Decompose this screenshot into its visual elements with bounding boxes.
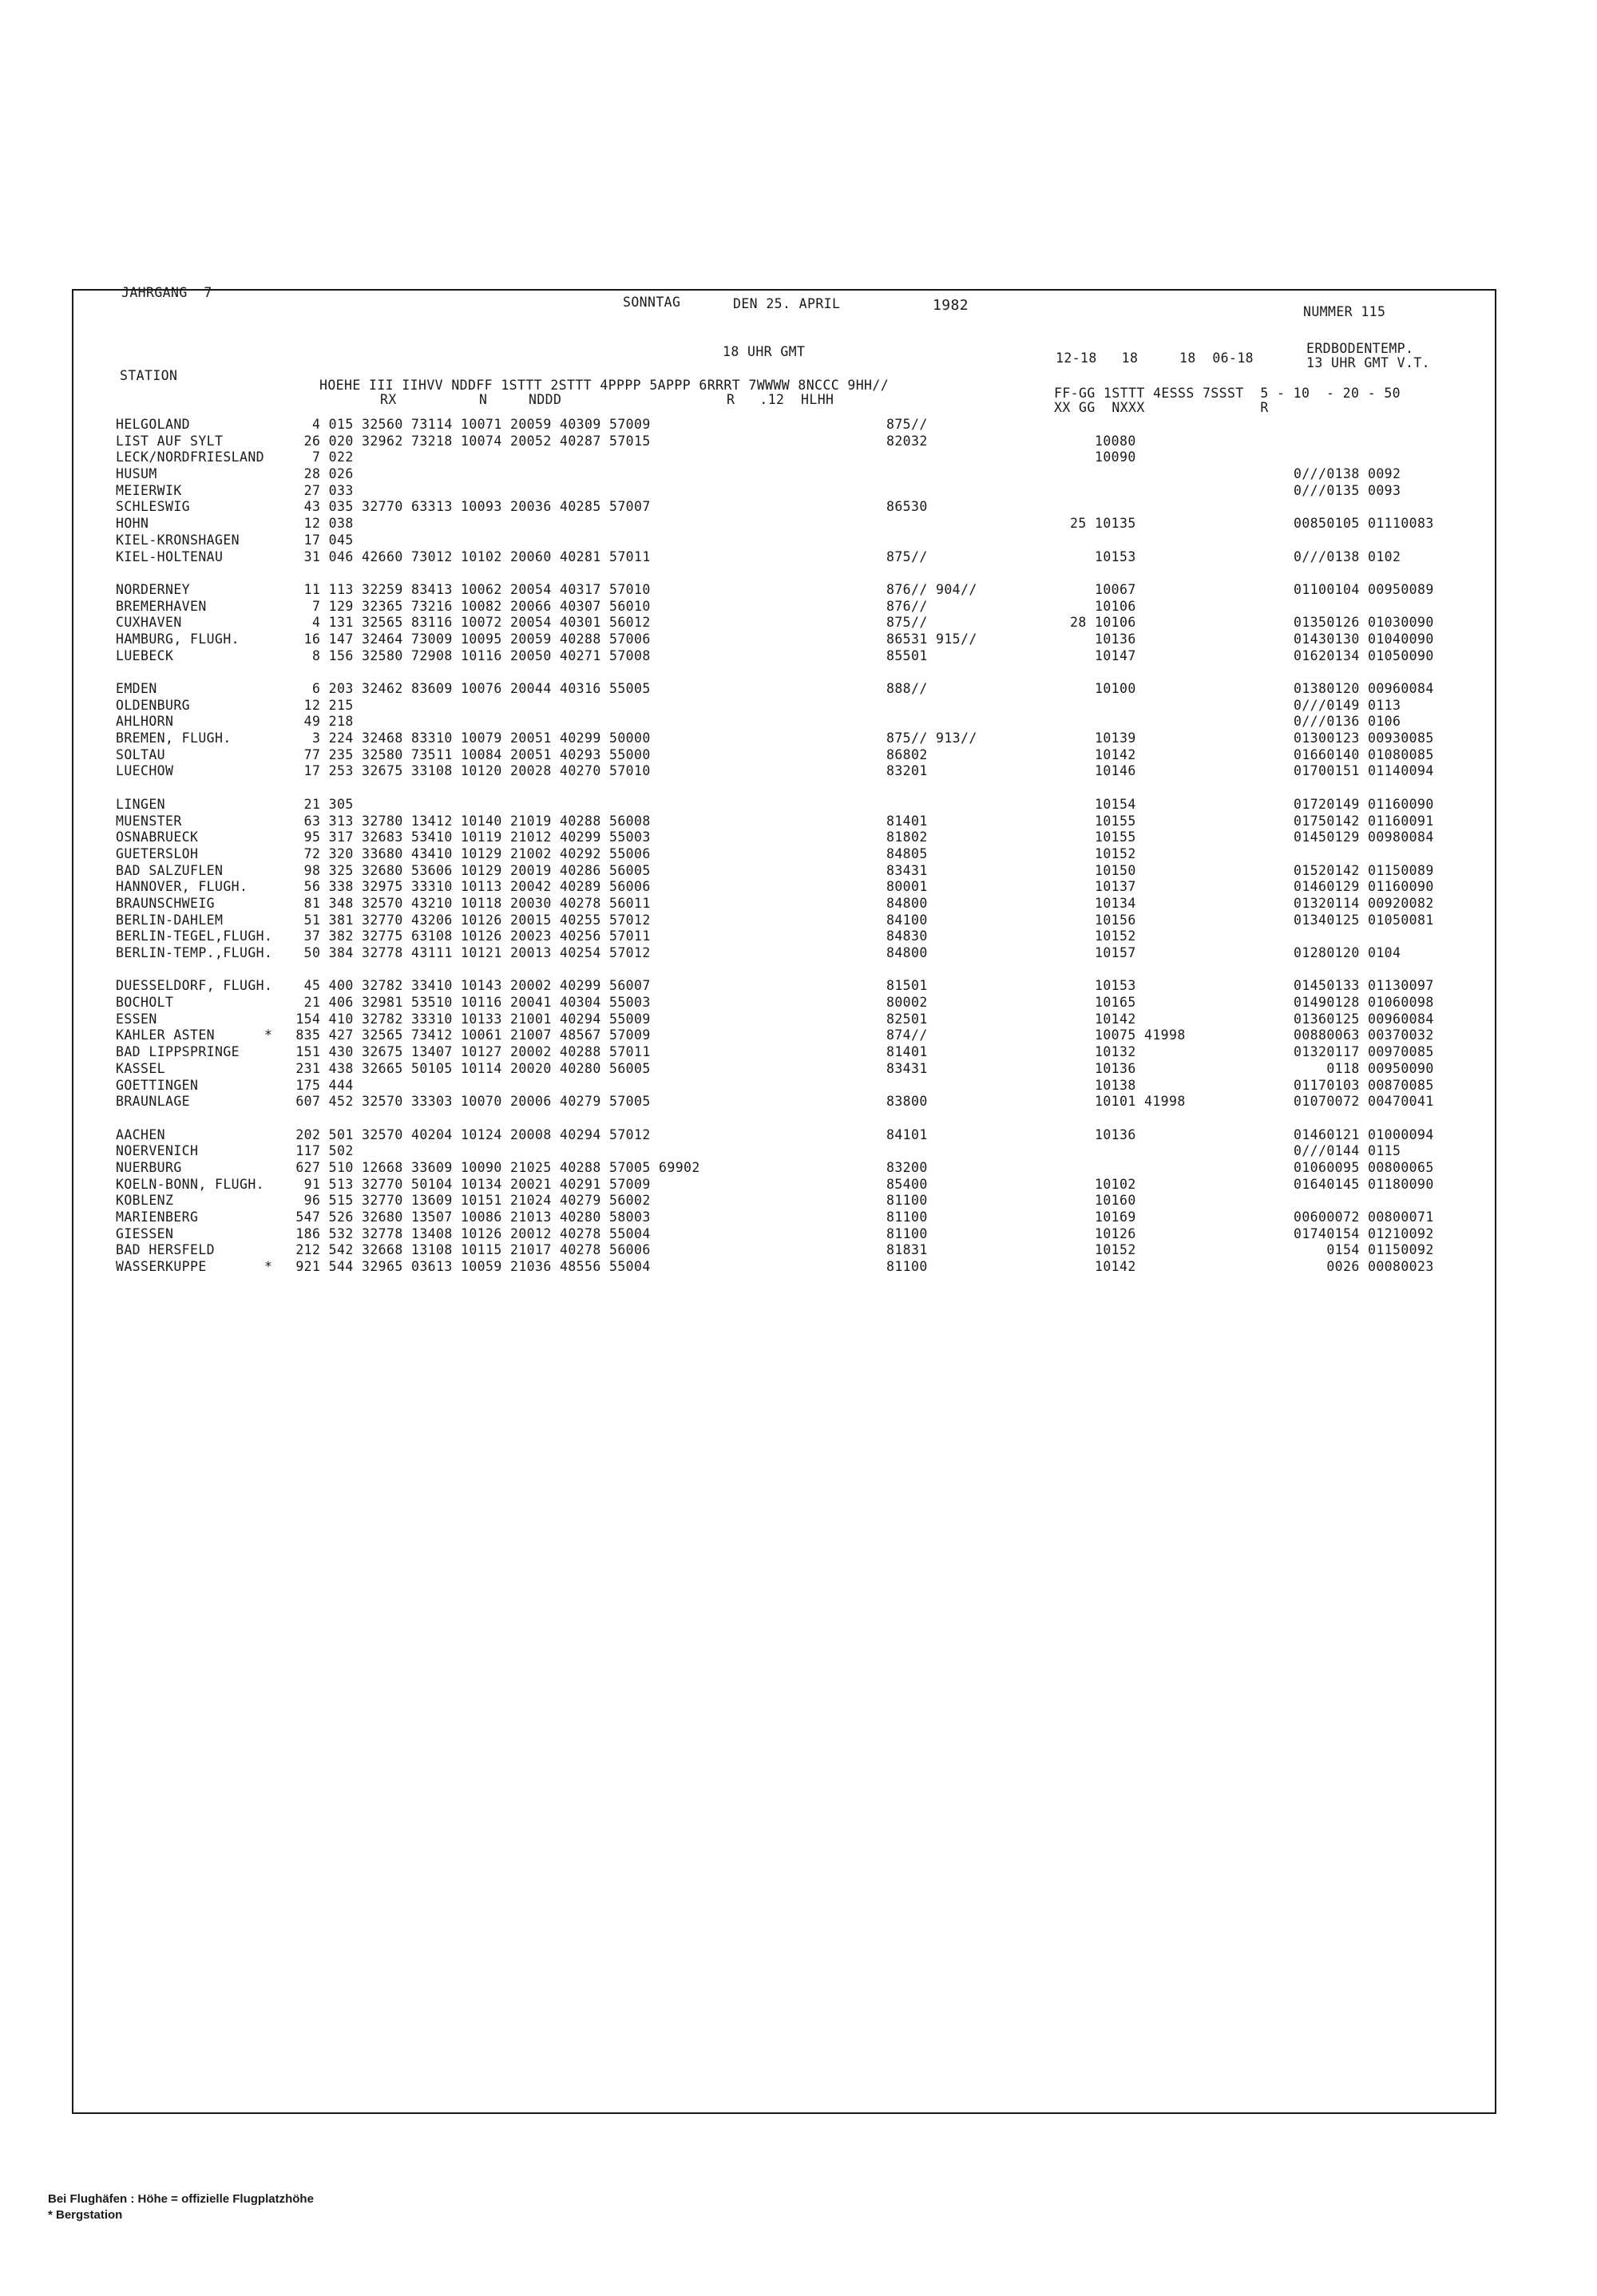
station-name: BERLIN-DAHLEM — [116, 912, 224, 928]
cloud-data: 876// 904// — [886, 581, 977, 597]
cloud-data: 875// — [886, 615, 928, 631]
soiltemp-data: 01450133 01130097 — [1294, 978, 1434, 994]
cloud-data: 85400 — [886, 1176, 928, 1192]
station-data: 50 384 32778 43111 10121 20013 40254 57012 — [287, 945, 651, 960]
extremes-data — [1070, 532, 1186, 549]
cloud-data — [886, 532, 977, 549]
extremes-data — [1070, 714, 1186, 730]
station-name: HANNOVER, FLUGH. — [116, 879, 248, 895]
extremes-data: 10106 — [1070, 598, 1136, 614]
extremes-data: 10142 — [1070, 1011, 1136, 1027]
station-name: KOBLENZ — [116, 1193, 174, 1209]
soiltemp-data: 01280120 0104 — [1294, 945, 1401, 960]
station-name: EMDEN — [116, 681, 157, 696]
station-data: 4 131 32565 83116 10072 20054 40301 56012 — [287, 615, 651, 631]
station-name: GIESSEN — [116, 1225, 174, 1241]
cloud-data: 80002 — [886, 995, 928, 1011]
group-gap — [1294, 962, 1434, 979]
cloud-data — [886, 698, 977, 715]
data-column — [287, 417, 700, 1276]
cloud-data: 84101 — [886, 1126, 928, 1142]
cloud-data: 84830 — [886, 928, 928, 944]
extremes-data — [1070, 698, 1186, 715]
station-data: 154 410 32782 33310 10133 21001 40294 55009 — [287, 1011, 651, 1027]
station-data: 77 235 32580 73511 10084 20051 40293 55000 — [287, 746, 651, 762]
group-gap — [886, 962, 977, 979]
station-name: LIST AUF SYLT — [116, 433, 224, 449]
soiltemp-data — [1294, 846, 1434, 863]
date-label: DEN 25. APRIL — [733, 296, 841, 311]
group-gap — [1294, 664, 1434, 681]
cloud-data: 875// 913// — [886, 730, 977, 746]
cloud-data: 876// — [886, 598, 928, 614]
station-name: BOCHOLT — [116, 995, 174, 1011]
soiltemp-data: 01380120 00960084 — [1294, 681, 1434, 696]
extremes-data: 10155 — [1070, 813, 1136, 829]
soiltemp-data: 0///0138 0092 — [1294, 466, 1401, 482]
extremes-data: 10136 — [1070, 1126, 1136, 1142]
extremes-data: 10138 — [1070, 1077, 1136, 1093]
extremes-data — [1070, 466, 1186, 483]
station-data: 63 313 32780 13412 10140 21019 40288 56008 — [287, 813, 651, 829]
station-name: HOHN — [116, 516, 149, 532]
group-gap — [287, 780, 700, 797]
station-data: 96 515 32770 13609 10151 21024 40279 56002 — [287, 1193, 651, 1209]
station-data: 45 400 32782 33410 10143 20002 40299 56007 — [287, 978, 651, 994]
cloud-data: 874// — [886, 1027, 928, 1043]
station-data: 6 203 32462 83609 10076 20044 40316 55005 — [287, 681, 651, 696]
station-name: GUETERSLOH — [116, 845, 199, 861]
station-name: BERLIN-TEMP.,FLUGH. — [116, 945, 273, 960]
extremes-data — [1070, 483, 1186, 500]
station-data: 17 045 — [287, 532, 354, 548]
extremes-data: 10154 — [1070, 796, 1136, 812]
station-data: 17 253 32675 33108 10120 20028 40270 57010 — [287, 763, 651, 779]
station-data: 56 338 32975 33310 10113 20042 40289 56006 — [287, 879, 651, 895]
station-name: HUSUM — [116, 466, 157, 482]
group-gap — [116, 780, 272, 797]
cloud-data: 84800 — [886, 895, 928, 911]
group-gap — [886, 565, 977, 582]
soiltemp-data: 01340125 01050081 — [1294, 912, 1434, 928]
extremes-data: 10090 — [1070, 449, 1136, 465]
codes-row2: RX N NDDD R .12 HLHH — [380, 392, 834, 407]
group-gap — [116, 962, 272, 979]
extremes-data: 10067 — [1070, 581, 1136, 597]
group-gap — [1070, 1110, 1186, 1127]
station-name: NOERVENICH — [116, 1143, 199, 1159]
station-data: 95 317 32683 53410 10119 21012 40299 55003 — [287, 829, 651, 845]
station-data: 7 129 32365 73216 10082 20066 40307 56010 — [287, 598, 651, 614]
extremes-column — [1070, 417, 1186, 1276]
station-data: 98 325 32680 53606 10129 20019 40286 56005 — [287, 862, 651, 878]
soiltemp-data: 0///0144 0115 — [1294, 1143, 1401, 1159]
extremes-data: 25 10135 — [1070, 516, 1136, 532]
station-name: SCHLESWIG — [116, 499, 191, 515]
station-name: LUEBECK — [116, 647, 174, 663]
station-data: 607 452 32570 33303 10070 20006 40279 57005 — [287, 1094, 651, 1110]
right-codes-row1: FF-GG 1STTT 4ESSS 7SSST 5 - 10 - 20 - 50 — [1054, 386, 1401, 401]
soiltemp-data — [1294, 928, 1434, 945]
extremes-data: 10153 — [1070, 978, 1136, 994]
station-data: 37 382 32775 63108 10126 20023 40256 57011 — [287, 928, 651, 944]
station-name: GOETTINGEN — [116, 1077, 199, 1093]
soiltemp-data: 00600072 00800071 — [1294, 1209, 1434, 1225]
cloud-data — [886, 516, 977, 532]
cloud-data — [886, 714, 977, 730]
right-times-label: 12-18 18 18 06-18 — [1056, 350, 1254, 366]
soiltemp-data: 01060095 00800065 — [1294, 1159, 1434, 1175]
station-data: 175 444 — [287, 1077, 354, 1093]
cloud-data — [886, 466, 977, 483]
cloud-data: 84800 — [886, 945, 928, 960]
station-data: 11 113 32259 83413 10062 20054 40317 57010 — [287, 581, 651, 597]
soiltemp-data: 01520142 01150089 — [1294, 862, 1434, 878]
group-gap — [1294, 780, 1434, 797]
group-gap — [1294, 1110, 1434, 1127]
soiltemp-data: 01640145 01180090 — [1294, 1176, 1434, 1192]
extremes-data: 10075 41998 — [1070, 1027, 1186, 1043]
extremes-data: 10102 — [1070, 1176, 1136, 1192]
codes-row1: HOEHE III IIHVV NDDFF 1STTT 2STTT 4PPPP 5APPP 6RRRT 7WWWW 8NCCC 9HH// — [319, 378, 890, 393]
station-name: NORDERNEY — [116, 581, 191, 597]
station-data: 31 046 42660 73012 10102 20060 40281 57011 — [287, 548, 651, 564]
station-data: 117 502 — [287, 1143, 354, 1159]
soiltemp-data: 0///0149 0113 — [1294, 697, 1401, 713]
soiltemp-data — [1294, 599, 1434, 616]
station-name: DUESSELDORF, FLUGH. — [116, 978, 273, 994]
group-gap — [886, 664, 977, 681]
cloud-data: 85501 — [886, 647, 928, 663]
extremes-data: 10153 — [1070, 548, 1136, 564]
soiltemp-data: 0026 00080023 — [1294, 1259, 1434, 1275]
station-name: MARIENBERG — [116, 1209, 199, 1225]
cloud-data: 888// — [886, 681, 928, 696]
group-gap — [1070, 664, 1186, 681]
extremes-data — [1070, 417, 1186, 433]
cloud-data: 86802 — [886, 746, 928, 762]
erdboden-label: ERDBODENTEMP. — [1306, 341, 1414, 356]
station-data: 627 510 12668 33609 10090 21025 40288 57005 69902 — [287, 1159, 700, 1175]
cloud-data: 82501 — [886, 1011, 928, 1027]
station-name: KIEL-HOLTENAU — [116, 548, 224, 564]
station-data: 51 381 32770 43206 10126 20015 40255 57012 — [287, 912, 651, 928]
cloud-data: 81401 — [886, 1044, 928, 1060]
extremes-data: 10080 — [1070, 433, 1136, 449]
soiltemp-data: 01070072 00470041 — [1294, 1094, 1434, 1110]
soiltemp-data: 01620134 01050090 — [1294, 647, 1434, 663]
station-data: 231 438 32665 50105 10114 20020 40280 56005 — [287, 1060, 651, 1076]
footnote-mountain: * Bergstation — [48, 2208, 123, 2222]
extremes-data — [1070, 1143, 1186, 1160]
soiltemp-data: 0118 00950090 — [1294, 1060, 1434, 1076]
station-name: OLDENBURG — [116, 697, 191, 713]
group-gap — [1070, 780, 1186, 797]
soiltemp-data — [1294, 532, 1434, 549]
soiltemp-data: 01360125 00960084 — [1294, 1011, 1434, 1027]
group-gap — [287, 565, 700, 582]
cloud-data: 81501 — [886, 978, 928, 994]
cloud-data: 83431 — [886, 862, 928, 878]
extremes-data: 10136 — [1070, 631, 1136, 647]
cloud-data: 83200 — [886, 1159, 928, 1175]
soiltemp-data: 01460129 01160090 — [1294, 879, 1434, 895]
station-data: 186 532 32778 13408 10126 20012 40278 55004 — [287, 1225, 651, 1241]
cloud-data: 84805 — [886, 845, 928, 861]
station-name: MUENSTER — [116, 813, 182, 829]
station-data: 202 501 32570 40204 10124 20008 40294 57012 — [287, 1126, 651, 1142]
extremes-data: 10146 — [1070, 763, 1136, 779]
soiltemp-data: 0///0136 0106 — [1294, 714, 1401, 730]
cloud-data: 81100 — [886, 1225, 928, 1241]
extremes-data: 10152 — [1070, 1242, 1136, 1258]
group-gap — [116, 565, 272, 582]
station-data: 81 348 32570 43210 10118 20030 40278 56011 — [287, 895, 651, 911]
station-data: 835 427 32565 73412 10061 21007 48567 57009 — [287, 1027, 651, 1043]
soiltemp-column — [1294, 417, 1434, 1276]
soiltemp-data: 00850105 01110083 — [1294, 516, 1434, 532]
station-name: BERLIN-TEGEL,FLUGH. — [116, 928, 273, 944]
station-data: 21 406 32981 53510 10116 20041 40304 55003 — [287, 995, 651, 1011]
extremes-data: 10136 — [1070, 1060, 1136, 1076]
soiltemp-data: 01350126 01030090 — [1294, 615, 1434, 631]
cloud-data: 81802 — [886, 829, 928, 845]
cloud-data: 81100 — [886, 1193, 928, 1209]
group-gap — [886, 780, 977, 797]
group-gap — [116, 1110, 272, 1127]
station-data: 91 513 32770 50104 10134 20021 40291 57009 — [287, 1176, 651, 1192]
cloud-data: 80001 — [886, 879, 928, 895]
cloud-data: 83201 — [886, 763, 928, 779]
station-data: 12 038 — [287, 516, 354, 532]
group-gap — [287, 962, 700, 979]
cloud-data — [886, 1143, 977, 1160]
extremes-data — [1070, 1160, 1186, 1177]
station-data: 26 020 32962 73218 10074 20052 40287 57015 — [287, 433, 651, 449]
station-data: 27 033 — [287, 482, 354, 498]
cloud-data: 875// — [886, 548, 928, 564]
extremes-data — [1070, 499, 1186, 516]
cloud-data: 81100 — [886, 1259, 928, 1275]
station-name: BAD LIPPSPRINGE — [116, 1044, 240, 1060]
soiltemp-data: 01170103 00870085 — [1294, 1077, 1434, 1093]
station-name: AACHEN — [116, 1126, 166, 1142]
extremes-data: 10126 — [1070, 1225, 1136, 1241]
extremes-data: 10142 — [1070, 746, 1136, 762]
soiltemp-data: 0154 01150092 — [1294, 1242, 1434, 1258]
station-data: 547 526 32680 13507 10086 21013 40280 58003 — [287, 1209, 651, 1225]
soiltemp-data: 01700151 01140094 — [1294, 763, 1434, 779]
time-main-label: 18 UHR GMT — [723, 344, 806, 359]
station-data: 12 215 — [287, 697, 354, 713]
station-column — [116, 417, 272, 1276]
station-name: BRAUNSCHWEIG — [116, 895, 216, 911]
group-gap — [1070, 565, 1186, 582]
cloud-data: 82032 — [886, 433, 928, 449]
erdboden-time-label: 13 UHR GMT V.T. — [1306, 355, 1431, 370]
station-data: 72 320 33680 43410 10129 21002 40292 55006 — [287, 845, 651, 861]
soiltemp-data: 01740154 01210092 — [1294, 1225, 1434, 1241]
station-name: BREMERHAVEN — [116, 598, 207, 614]
extremes-data: 10152 — [1070, 928, 1136, 944]
extremes-data: 10160 — [1070, 1193, 1136, 1209]
station-data: 3 224 32468 83310 10079 20051 40299 50000 — [287, 730, 651, 746]
station-name: WASSERKUPPE * — [116, 1259, 273, 1275]
soiltemp-data — [1294, 449, 1434, 466]
extremes-data: 10132 — [1070, 1044, 1136, 1060]
station-name: BAD SALZUFLEN — [116, 862, 224, 878]
station-data: 49 218 — [287, 714, 354, 730]
station-name: KASSEL — [116, 1060, 166, 1076]
extremes-data: 10147 — [1070, 647, 1136, 663]
group-gap — [886, 1110, 977, 1127]
station-name: KIEL-KRONSHAGEN — [116, 532, 240, 548]
extremes-data: 28 10106 — [1070, 615, 1136, 631]
cloud-data: 875// — [886, 417, 928, 432]
station-name: CUXHAVEN — [116, 615, 182, 631]
cloud-data: 86531 915// — [886, 631, 977, 647]
cloud-data: 81100 — [886, 1209, 928, 1225]
station-data: 21 305 — [287, 796, 354, 812]
station-name: KAHLER ASTEN * — [116, 1027, 273, 1043]
soiltemp-data: 01450129 00980084 — [1294, 829, 1434, 845]
station-data: 4 015 32560 73114 10071 20059 40309 57009 — [287, 417, 651, 432]
station-data: 8 156 32580 72908 10116 20050 40271 57008 — [287, 647, 651, 663]
group-gap — [1070, 962, 1186, 979]
soiltemp-data — [1294, 499, 1434, 516]
station-data: 28 026 — [287, 466, 354, 482]
extremes-data: 10137 — [1070, 879, 1136, 895]
cloud-data — [886, 1078, 977, 1095]
soiltemp-data: 01660140 01080085 — [1294, 746, 1434, 762]
soiltemp-data: 01460121 01000094 — [1294, 1126, 1434, 1142]
cloud-data: 86530 — [886, 499, 928, 515]
soiltemp-data: 01320117 00970085 — [1294, 1044, 1434, 1060]
station-name: BAD HERSFELD — [116, 1242, 216, 1258]
weekday-label: SONNTAG — [623, 295, 681, 310]
extremes-data: 10101 41998 — [1070, 1094, 1186, 1110]
station-data: 151 430 32675 13407 10127 20002 40288 57011 — [287, 1044, 651, 1060]
cloud-data: 81401 — [886, 813, 928, 829]
footnote-airports: Bei Flughäfen : Höhe = offizielle Flugplatzhöhe — [48, 2192, 314, 2206]
station-name: OSNABRUECK — [116, 829, 199, 845]
soiltemp-data: 01490128 01060098 — [1294, 995, 1434, 1011]
soiltemp-data: 0///0138 0102 — [1294, 548, 1401, 564]
soiltemp-data — [1294, 417, 1434, 433]
station-name: KOELN-BONN, FLUGH. — [116, 1176, 265, 1192]
soiltemp-data: 01720149 01160090 — [1294, 796, 1434, 812]
station-name: AHLHORN — [116, 714, 174, 730]
station-name: LUECHOW — [116, 763, 174, 779]
jahrgang-label: JAHRGANG 7 — [121, 285, 212, 300]
station-name: LECK/NORDFRIESLAND — [116, 449, 265, 465]
cloud-data: 84100 — [886, 912, 928, 928]
cloud-data — [886, 797, 977, 813]
cloud-data — [886, 449, 977, 466]
station-header: STATION — [120, 368, 178, 383]
nummer-label: NUMMER 115 — [1303, 304, 1386, 319]
station-name: ESSEN — [116, 1011, 157, 1027]
cloud-data: 81831 — [886, 1242, 928, 1258]
station-name: MEIERWIK — [116, 482, 182, 498]
station-data: 16 147 32464 73009 10095 20059 40288 57006 — [287, 631, 651, 647]
extremes-data: 10142 — [1070, 1259, 1136, 1275]
group-gap — [287, 1110, 700, 1127]
station-name: LINGEN — [116, 796, 166, 812]
year-label: 1982 — [933, 297, 969, 314]
extremes-data: 10100 — [1070, 681, 1136, 696]
soiltemp-data: 01750142 01160091 — [1294, 813, 1434, 829]
cloud-data: 83431 — [886, 1060, 928, 1076]
group-gap — [1294, 565, 1434, 582]
soiltemp-data: 01300123 00930085 — [1294, 730, 1434, 746]
cloud-data — [886, 483, 977, 500]
extremes-data: 10139 — [1070, 730, 1136, 746]
soiltemp-data: 01320114 00920082 — [1294, 895, 1434, 911]
soiltemp-data — [1294, 433, 1434, 450]
extremes-data: 10165 — [1070, 995, 1136, 1011]
extremes-data: 10157 — [1070, 945, 1136, 960]
soiltemp-data — [1294, 1193, 1434, 1209]
soiltemp-data: 00880063 00370032 — [1294, 1027, 1434, 1043]
cloud-column — [886, 417, 977, 1276]
extremes-data: 10150 — [1070, 862, 1136, 878]
extremes-data: 10152 — [1070, 845, 1136, 861]
soiltemp-data: 0///0135 0093 — [1294, 482, 1401, 498]
station-data: 921 544 32965 03613 10059 21036 48556 55004 — [287, 1259, 651, 1275]
right-codes-row2: XX GG NXXX R — [1054, 400, 1269, 415]
station-name: SOLTAU — [116, 746, 166, 762]
extremes-data: 10134 — [1070, 895, 1136, 911]
station-data: 7 022 — [287, 449, 354, 465]
extremes-data: 10169 — [1070, 1209, 1136, 1225]
soiltemp-data: 01430130 01040090 — [1294, 631, 1434, 647]
station-name: BRAUNLAGE — [116, 1094, 191, 1110]
extremes-data: 10156 — [1070, 912, 1136, 928]
page-frame — [72, 289, 1496, 2114]
group-gap — [287, 664, 700, 681]
station-name: BREMEN, FLUGH. — [116, 730, 232, 746]
cloud-data: 83800 — [886, 1094, 928, 1110]
station-data: 212 542 32668 13108 10115 21017 40278 56006 — [287, 1242, 651, 1258]
soiltemp-data: 01100104 00950089 — [1294, 581, 1434, 597]
station-name: HELGOLAND — [116, 417, 191, 432]
station-name: NUERBURG — [116, 1159, 182, 1175]
station-name: HAMBURG, FLUGH. — [116, 631, 240, 647]
station-data: 43 035 32770 63313 10093 20036 40285 57007 — [287, 499, 651, 515]
group-gap — [116, 664, 272, 681]
extremes-data: 10155 — [1070, 829, 1136, 845]
